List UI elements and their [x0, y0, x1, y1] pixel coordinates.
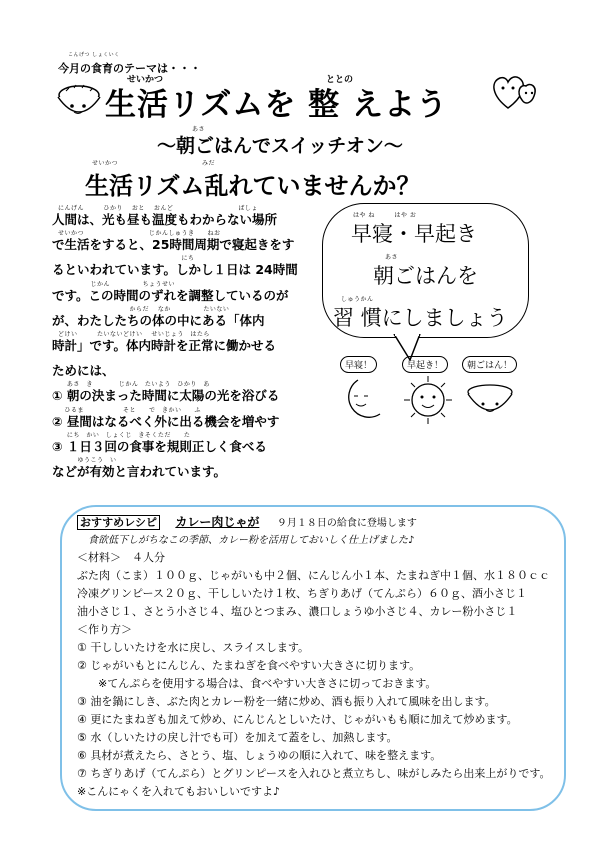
step-line: ② じゃがいもとにんじん、たまねぎを食べやすい大きさに切ります。 [77, 659, 421, 672]
title-furigana-2: ととの [326, 75, 354, 85]
heading-furigana-2: みだ [202, 160, 216, 167]
body-line: ① 朝の決まった時間に太陽の光を浴びる [52, 388, 280, 404]
bubble-line1: 早寝・早起き [351, 222, 477, 246]
subtitle-furigana: あさ [192, 126, 206, 133]
step-line: ⑤ 水（しいたけの戻し汁でも可）を加えて蓋をし、加熱します。 [77, 731, 398, 744]
body-furigana: あさ き じかん たいよう ひかり あ [58, 381, 210, 389]
speech-early-rise: 早起き！ [402, 356, 448, 373]
body-furigana: ひるま そと で きかい ふ [58, 406, 202, 414]
body-line: が、わたしたちの体の中にある「体内 [52, 312, 265, 328]
step-line: ① 干ししいたけを水に戻し、スライスします。 [77, 641, 310, 654]
body-line: です。この時間のずれを調整しているのが [52, 287, 289, 303]
heading-furigana-1: せいかつ [92, 160, 119, 167]
body-line: 人間は、光も昼も温度もわからない場所 [52, 212, 278, 227]
body-furigana: にち [58, 255, 195, 263]
material-line: 油小さじ１、さとう小さじ４、塩ひとつまみ、濃口しょうゆ小さじ４、カレー粉小さじ１ [77, 605, 518, 618]
bubble-line2-furigana: あさ [385, 254, 399, 261]
reminder-bubble [322, 203, 529, 338]
body-line: で生活をすると、25時間周期で寝起きをす [52, 237, 295, 253]
body-furigana: せいかつ じかんしゅうき ねお [58, 230, 221, 238]
page-subtitle: ～朝ごはんでスイッチオン～ [157, 135, 403, 157]
body-furigana: どけい たいないどけい せいじょう はたら [58, 331, 210, 338]
recipe-header [77, 513, 417, 530]
steps-label: ＜作り方＞ [77, 623, 132, 636]
body-furigana: にんげん ひかり おと おんど ばしょ [58, 205, 258, 212]
recipe-tag: おすすめレシピ [77, 515, 160, 530]
characters-illustration [340, 356, 520, 426]
page-title: 生活リズムを 整 えよう [105, 87, 448, 123]
body-line: ためには、 [52, 363, 115, 379]
recipe-note: ※こんにゃくを入れてもおいしいですよ♪ [77, 785, 281, 798]
step-line: ⑦ ちぎりあげ（てんぷら）とグリンピースを入れひと煮立ちし、味がしみたら出来上がりです。 [77, 767, 551, 780]
recipe-served: ９月１８日の給食に登場します [276, 518, 417, 529]
moon-sun-bowl-icon [340, 374, 520, 426]
body-line: ③ １日３回の食事を規則正しく食べる [52, 438, 267, 454]
body-line: 時計」です。体内時計を正常に働かせる [52, 338, 277, 353]
title-furigana-1: せいかつ [127, 75, 164, 85]
bubble-line3: 習 慣にしましょう [333, 306, 508, 330]
step-line: ※てんぷらを使用する場合は、食べやすい大きさに切っておきます。 [77, 677, 437, 690]
body-furigana: からだ なか たいない [58, 305, 230, 313]
step-line: ④ 更にたまねぎも加えて炒め、にんじんとしいたけ、じゃがいもも順に加えて炒めます。 [77, 713, 518, 726]
body-furigana: にち かい しょくじ きそくただ た [58, 431, 191, 439]
step-line: ③ 油を鍋にしき、ぶた肉とカレー粉を一緒に炒め、酒も振り入れて風味を出します。 [77, 695, 496, 708]
rice-bowl-icon [52, 75, 106, 125]
material-line: ぶた肉（こま）１００ｇ、じゃがいも中２個、にんじん小１本、たまねぎ中１個、水１８０ｃｃ [77, 569, 550, 582]
section-heading: 生活リズム乱れていませんか？ [85, 172, 421, 200]
heart-characters-icon [486, 64, 542, 122]
theme-label: 今月の食育のテーマは・・・ [58, 62, 201, 75]
bubble-line3-furigana: しゅうかん [341, 296, 374, 303]
speech-breakfast: 朝ごはん！ [462, 356, 517, 373]
body-line: るといわれています。しかし１日は 24時間 [52, 262, 298, 278]
body-furigana: じかん ちょうせい [58, 280, 176, 288]
bubble-line1-furigana: はや ね はや お [353, 212, 417, 219]
materials-label: ＜材料＞ ４人分 [77, 551, 165, 564]
theme-furigana: こんげつ しょくいく [68, 52, 120, 58]
bubble-line2: 朝ごはんを [373, 264, 478, 288]
recipe-name: カレー肉じゃが [175, 515, 260, 529]
body-line: などが有効と言われています。 [52, 464, 227, 479]
speech-early-sleep: 早寝！ [340, 356, 377, 373]
step-line: ⑥ 具材が煮えたら、さとう、塩、しょうゆの順に入れて、味を整えます。 [77, 749, 442, 762]
recipe-intro: 食欲低下しがちなこの季節、カレー粉を活用しておいしく仕上げました♪ [88, 535, 415, 546]
body-line: ② 昼間はなるべく外に出る機会を増やす [52, 413, 280, 429]
body-furigana: ゆうこう い [58, 457, 117, 464]
material-line: 冷凍グリンピース２０ｇ、干ししいたけ１枚、ちぎりあげ（てんぷら）６０ｇ、酒小さじ１ [77, 587, 528, 600]
